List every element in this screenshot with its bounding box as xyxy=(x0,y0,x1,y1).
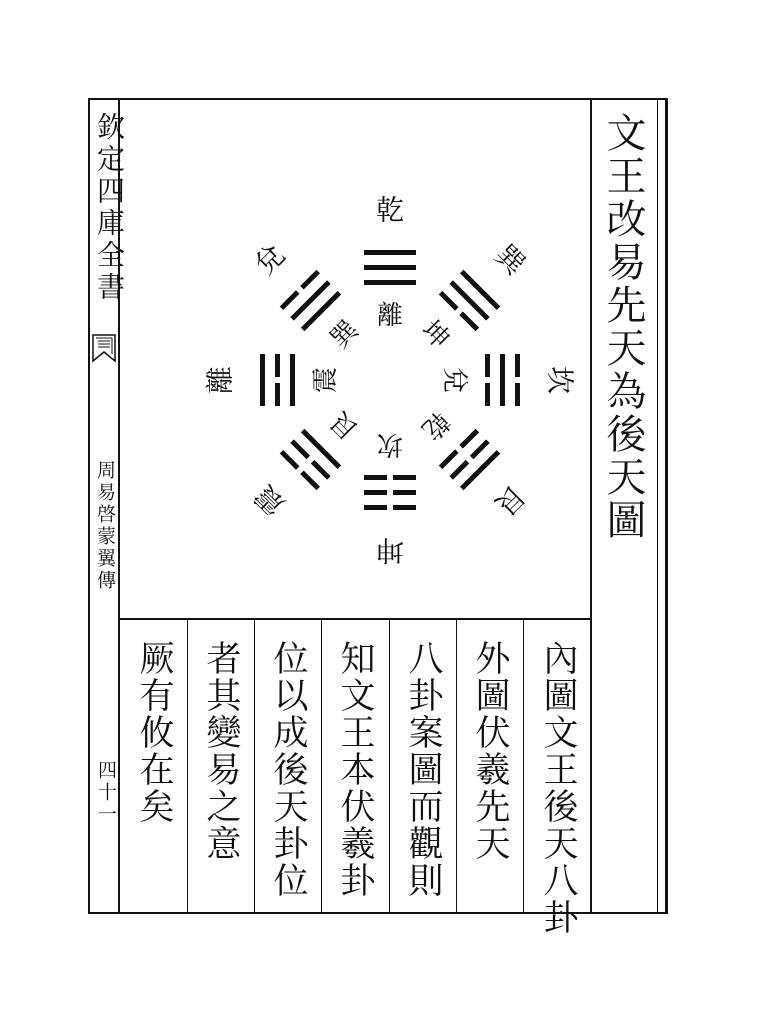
trigram-dui xyxy=(280,270,342,332)
outer-label-5: 震 xyxy=(248,478,292,522)
column-rule-4 xyxy=(321,618,322,914)
commentary-column-2: 外圖伏羲先天 xyxy=(470,640,510,862)
outer-label-6: 離 xyxy=(203,365,237,395)
page-number: 四十一 xyxy=(95,760,117,826)
trigram-kun xyxy=(364,475,416,510)
figure-title: 文王改易先天為後天圖 xyxy=(600,112,646,542)
work-title: 周易啓蒙翼傳 xyxy=(94,460,116,592)
commentary-column-6: 者其變易之意 xyxy=(201,640,241,862)
commentary-column-5: 位以成後天卦位 xyxy=(268,640,308,899)
column-rule-1 xyxy=(523,618,524,914)
commentary-column-3: 八卦案圖而觀則 xyxy=(403,640,443,899)
trigram-xun xyxy=(439,270,501,332)
frame-right-rule-inner xyxy=(657,98,658,914)
trigram-kan xyxy=(485,354,520,406)
column-rule-6 xyxy=(187,618,188,914)
outer-label-2: 坎 xyxy=(543,365,577,395)
column-rule-2 xyxy=(456,618,457,914)
bagua-diagram xyxy=(150,150,577,610)
column-rule-5 xyxy=(254,618,255,914)
commentary-column-1: 內圖文王後天八卦 xyxy=(538,640,578,936)
commentary-column-4: 知文王本伏羲卦 xyxy=(335,640,375,899)
title-column-rule xyxy=(590,98,592,914)
trigram-li xyxy=(260,354,295,406)
inner-label-0: 離 xyxy=(376,301,404,331)
trigram-gen xyxy=(439,429,501,491)
trigram-qian xyxy=(364,250,416,285)
column-rule-3 xyxy=(389,618,390,914)
inner-label-5: 艮 xyxy=(324,405,365,446)
trigram-zhen xyxy=(280,429,342,491)
frame-bottom-rule xyxy=(88,912,667,914)
figure-bottom-rule xyxy=(120,618,592,620)
outer-label-0: 乾 xyxy=(375,193,405,227)
frame-right-rule-outer xyxy=(665,98,668,914)
inner-label-1: 坤 xyxy=(415,314,456,355)
inner-label-3: 乾 xyxy=(415,405,456,446)
outer-label-1: 巽 xyxy=(488,238,532,282)
commentary-column-7: 厥有攸在矣 xyxy=(134,640,174,825)
inner-label-7: 巽 xyxy=(324,314,365,355)
fish-tail-mark xyxy=(92,334,116,362)
inner-label-2: 兌 xyxy=(439,366,469,394)
outer-label-3: 艮 xyxy=(488,478,532,522)
book-title: 欽定四庫全書 xyxy=(93,112,126,304)
outer-label-7: 兌 xyxy=(248,238,292,282)
outer-label-4: 坤 xyxy=(375,533,405,567)
frame-top-rule xyxy=(88,98,667,100)
inner-label-6: 震 xyxy=(311,366,341,394)
inner-label-4: 坎 xyxy=(376,429,404,459)
